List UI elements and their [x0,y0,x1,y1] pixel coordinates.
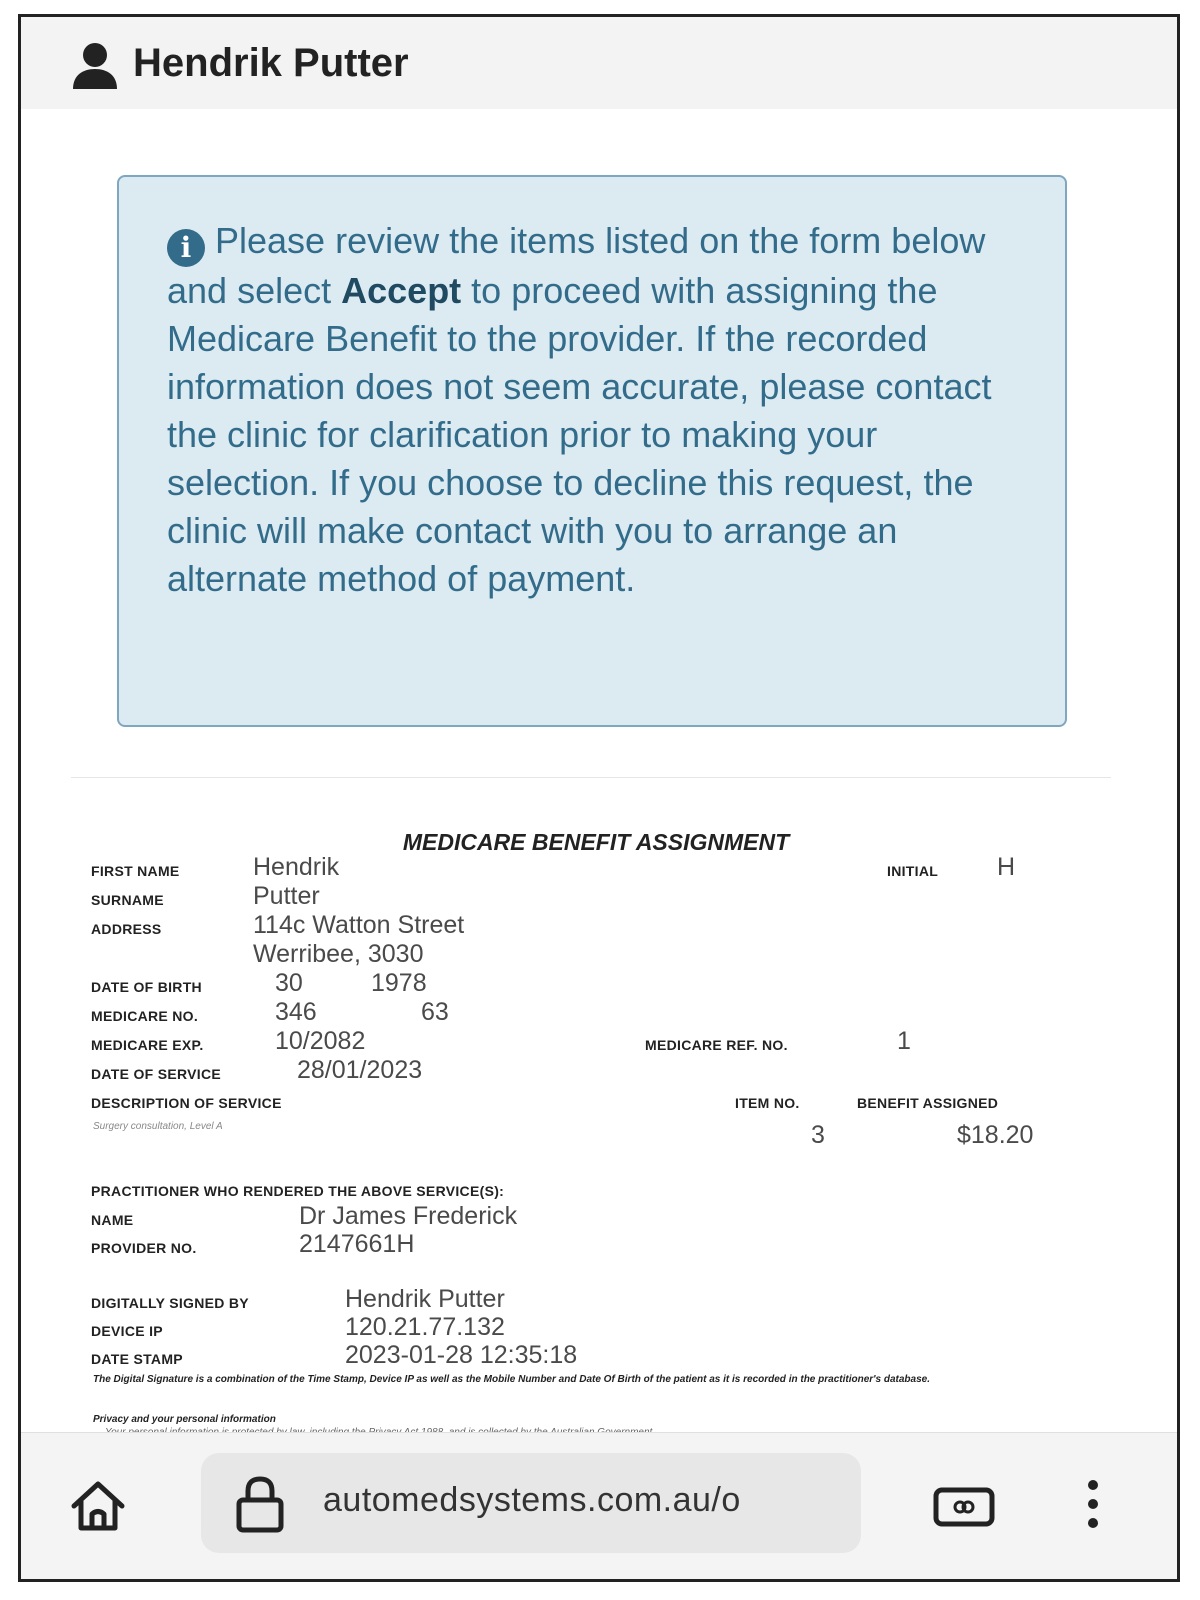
item-no-label: ITEM NO. [735,1095,800,1111]
signed-by-label: DIGITALLY SIGNED BY [91,1295,249,1311]
address-label: ADDRESS [91,921,162,937]
date-of-service-label: DATE OF SERVICE [91,1066,222,1082]
first-name-label: FIRST NAME [91,863,180,879]
privacy-heading: Privacy and your personal information [93,1414,276,1425]
dob-part2-value: 1978 [371,969,427,997]
info-alert [117,175,1067,727]
benefit-value: $18.20 [957,1121,1034,1149]
signature-note: The Digital Signature is a combination of the Time Stamp, Device IP as well as the Mobile Number and Date Of Birth of the patient as it is recorded in the practitioner's database. [93,1374,930,1385]
url-text[interactable]: automedsystems.com.au/o [323,1481,741,1519]
user-name-title: Hendrik Putter [133,41,409,85]
practitioner-name-label: NAME [91,1212,134,1228]
initial-label: INITIAL [887,863,939,879]
benefit-assigned-label: BENEFIT ASSIGNED [857,1095,999,1111]
user-icon [69,41,121,91]
provider-no-value: 2147661H [299,1230,415,1258]
more-menu-icon[interactable] [1087,1479,1099,1529]
address-line2-value: Werribee, 3030 [253,940,424,968]
medicare-no-label: MEDICARE NO. [91,1008,199,1024]
date-stamp-label: DATE STAMP [91,1351,183,1367]
form-title: MEDICARE BENEFIT ASSIGNMENT [402,829,790,855]
lock-icon [235,1475,285,1533]
service-description-value: Surgery consultation, Level A [93,1121,223,1132]
provider-no-label: PROVIDER NO. [91,1240,197,1256]
address-line1-value: 114c Watton Street [253,911,465,939]
device-ip-value: 120.21.77.132 [345,1313,505,1341]
home-icon[interactable] [69,1479,127,1533]
medicare-exp-label: MEDICARE EXP. [91,1037,204,1053]
first-name-value: Hendrik [253,853,340,881]
date-of-service-value: 28/01/2023 [297,1056,423,1084]
medicare-ref-label: MEDICARE REF. NO. [645,1037,788,1053]
info-icon: i [167,229,205,267]
alert-text-end: to proceed with assigning the Medicare Benefit to the provider. If the recorded information does not seem accurate, please contact the clinic for clarification prior to making your selection. If you choose to decline this request, the clinic will make contact with you to arrange an alternate method of payment. [167,270,992,599]
practitioner-name-value: Dr James Frederick [299,1202,518,1230]
surname-value: Putter [253,882,320,910]
medicare-exp-value: 10/2082 [275,1027,366,1055]
medicare-ref-value: 1 [897,1027,911,1055]
tabs-icon[interactable] [933,1487,995,1527]
description-label: DESCRIPTION OF SERVICE [91,1095,282,1111]
section-divider [71,777,1111,778]
alert-accept-word: Accept [341,270,462,311]
item-no-value: 3 [811,1121,825,1149]
initial-value: H [997,853,1016,881]
header-bar [21,17,1177,109]
browser-bottom-bar [21,1432,1177,1579]
medicare-no-part1-value: 346 [275,998,317,1026]
alert-text-start: Please review the items listed on the form below and select [167,220,986,311]
dob-label: DATE OF BIRTH [91,979,202,995]
surname-label: SURNAME [91,892,164,908]
practitioner-heading: PRACTITIONER WHO RENDERED THE ABOVE SERVICE(S): [91,1183,505,1199]
medicare-no-part2-value: 63 [421,998,449,1026]
phone-screen [18,14,1180,1582]
signed-by-value: Hendrik Putter [345,1285,505,1313]
address-bar[interactable] [201,1453,861,1553]
dob-part1-value: 30 [275,969,303,997]
device-ip-label: DEVICE IP [91,1323,163,1339]
date-stamp-value: 2023-01-28 12:35:18 [345,1341,578,1369]
